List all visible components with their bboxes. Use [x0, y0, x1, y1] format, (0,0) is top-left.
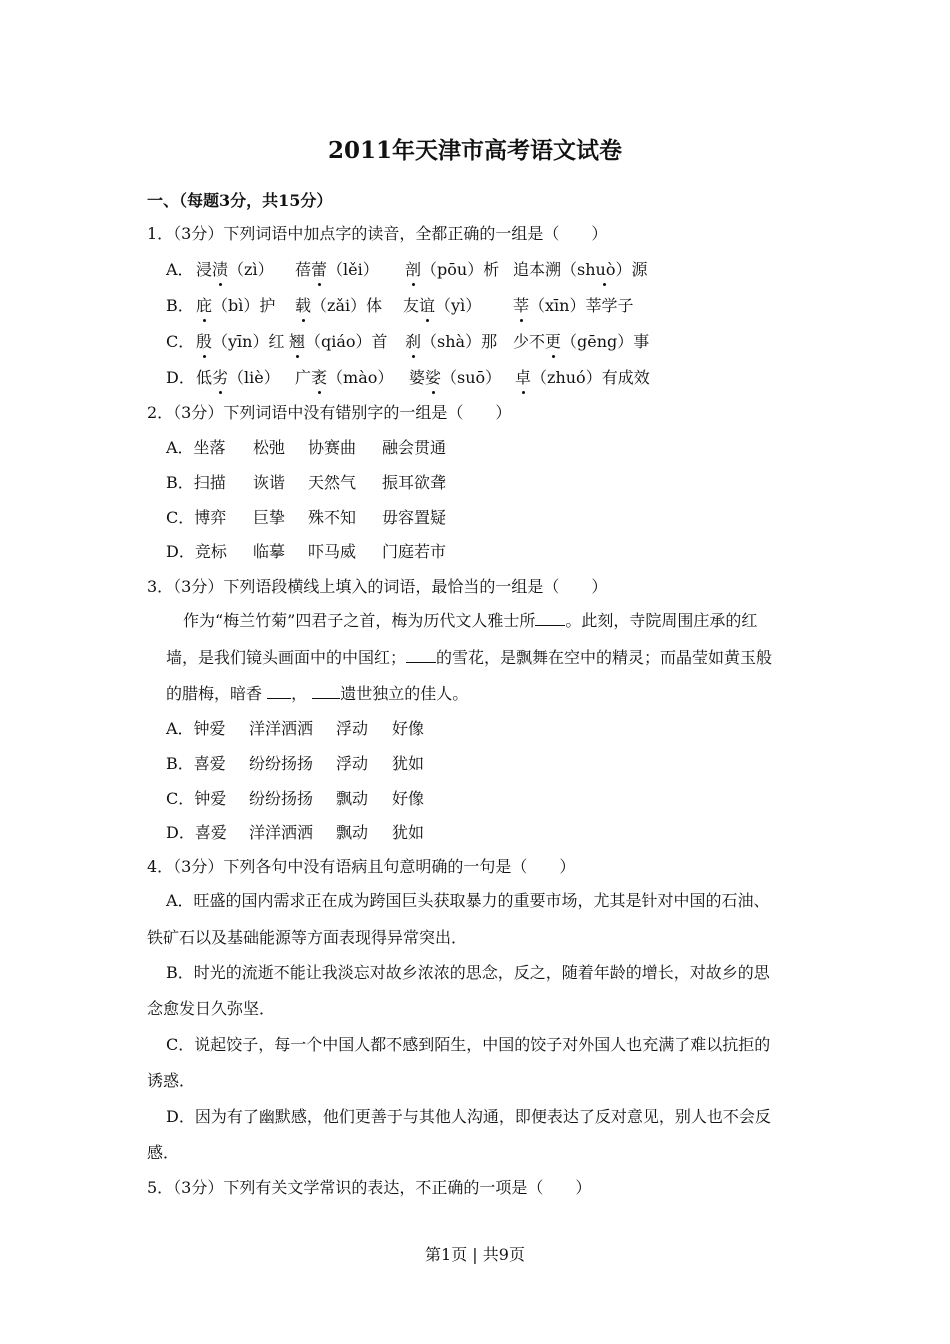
option-text: （qiáo）首 — [305, 332, 388, 351]
question-3-option-c — [166, 788, 566, 810]
dotted-char: 殷 — [196, 332, 213, 351]
option-text: 洋洋洒洒 — [249, 823, 314, 842]
option-text: 融会贯通 — [382, 438, 447, 457]
option-word — [289, 331, 388, 353]
question-2-option-d — [166, 541, 566, 563]
option-text: C．钟爱 — [166, 789, 227, 808]
dotted-char: 庇 — [196, 296, 213, 315]
passage-line-1 — [183, 610, 757, 632]
page-footer: 第1页 | 共9页 — [425, 1245, 525, 1264]
option-text: 洋洋洒洒 — [249, 719, 314, 738]
passage-text: 遗世独立的佳人。 — [340, 684, 469, 703]
passage-text: 作为“梅兰竹菊”四君子之首，梅为历代文人雅士所 — [183, 611, 536, 630]
option-word — [196, 331, 284, 353]
option-text: D．喜爱 — [166, 823, 227, 842]
option-word — [405, 259, 499, 281]
question-2-option-a — [166, 437, 566, 459]
fill-blank — [312, 698, 340, 699]
question-3-stem: 3．（3分）下列语段横线上填入的词语，最恰当的一组是（ ） — [147, 577, 608, 596]
passage-line-2 — [166, 647, 772, 669]
option-text: （liè） — [228, 368, 280, 387]
dotted-char: 渍 — [212, 260, 229, 279]
passage-line-3 — [166, 683, 468, 705]
option-key: A． — [166, 260, 194, 279]
option-text: 诙谐 — [253, 473, 286, 492]
option-text: 低 — [196, 368, 213, 387]
option-text: （gēng）事 — [561, 332, 650, 351]
option-text: 门庭若市 — [382, 542, 447, 561]
option-text: 巨挚 — [253, 508, 286, 527]
option-word — [515, 367, 650, 389]
dotted-char: 袤 — [311, 368, 328, 387]
option-text: 少不 — [513, 332, 546, 351]
question-4-option-a-line-2: 铁矿石以及基础能源等方面表现得异常突出． — [147, 928, 468, 947]
option-text: 毋容置疑 — [382, 508, 447, 527]
option-text: （shà）那 — [421, 332, 498, 351]
dotted-char: （shuò）源 — [561, 260, 648, 279]
question-1-stem: 1．（3分）下列词语中加点字的读音，全都正确的一组是（ ） — [147, 224, 608, 243]
question-4-option-d-line-2: 感． — [147, 1143, 180, 1162]
option-text: 浸 — [196, 260, 213, 279]
option-text: （yì） — [435, 296, 482, 315]
option-word — [295, 367, 393, 389]
option-text: （yīn）红 — [212, 332, 285, 351]
option-text: 犹如 — [392, 823, 425, 842]
question-5-stem: 5．（3分）下列有关文学常识的表达，不正确的一项是（ ） — [147, 1178, 592, 1197]
option-text: 友 — [403, 296, 420, 315]
option-text: B．扫描 — [166, 473, 226, 492]
question-4-option-a-line-1: A．旺盛的国内需求正在成为跨国巨头获取暴力的重要市场，尤其是针对中国的石油、 — [166, 891, 770, 910]
question-4-stem: 4．（3分）下列各句中没有语病且句意明确的一句是（ ） — [147, 857, 576, 876]
option-text: （bì）护 — [212, 296, 276, 315]
option-text: （suō） — [441, 368, 502, 387]
option-word — [513, 295, 633, 317]
dotted-char: 谊 — [419, 296, 436, 315]
option-text: 飘动 — [336, 789, 369, 808]
option-word — [409, 367, 501, 389]
option-text: 好像 — [392, 719, 425, 738]
option-text: 协赛曲 — [308, 438, 357, 457]
question-4-option-b-line-1: B．时光的流逝不能让我淡忘对故乡浓浓的思念，反之，随着年龄的增长，对故乡的思 — [166, 963, 770, 982]
option-text: 蓓 — [295, 260, 312, 279]
passage-text: ， — [291, 684, 308, 703]
option-word — [295, 259, 379, 281]
fill-blank — [535, 625, 565, 626]
option-text: 临摹 — [253, 542, 286, 561]
option-text: A．坐落 — [166, 438, 226, 457]
option-word — [196, 295, 275, 317]
option-text: 广 — [295, 368, 312, 387]
option-text: 犹如 — [392, 754, 425, 773]
option-text: A．钟爱 — [166, 719, 226, 738]
option-key: D． — [166, 368, 195, 387]
passage-text: 。此刻，寺院周围庄承的红 — [565, 611, 758, 630]
question-1-option-d — [166, 367, 686, 389]
option-text: B．喜爱 — [166, 754, 226, 773]
dotted-char: 刹 — [405, 332, 422, 351]
fill-blank — [267, 698, 291, 699]
question-3-option-d — [166, 822, 566, 844]
option-text: （zhuó）有成效 — [531, 368, 650, 387]
option-text: D．竞标 — [166, 542, 227, 561]
passage-text: 的腊梅，暗香 — [166, 684, 263, 703]
option-word — [196, 367, 280, 389]
option-text: 飘动 — [336, 823, 369, 842]
option-word — [405, 331, 497, 353]
page-title: 2011年天津市高考语文试卷 — [327, 137, 622, 164]
option-word — [403, 295, 481, 317]
option-text: （xīn）莘学子 — [529, 296, 634, 315]
option-text: 吓马威 — [308, 542, 357, 561]
question-1-option-a — [166, 259, 686, 281]
option-text: 追本溯 — [513, 260, 562, 279]
option-word — [196, 259, 274, 281]
dotted-char: 载 — [295, 296, 312, 315]
question-4-option-d-line-1: D．因为有了幽默感，他们更善于与其他人沟通，即便表达了反对意见，别人也不会反 — [166, 1107, 771, 1126]
option-text: 浮动 — [336, 719, 369, 738]
question-4-option-b-line-2: 念愈发日久弥坚． — [147, 999, 276, 1018]
dotted-char: 劣 — [212, 368, 229, 387]
dotted-char: 翘 — [289, 332, 306, 351]
option-text: 好像 — [392, 789, 425, 808]
question-1-option-c — [166, 331, 686, 353]
question-1-option-b — [166, 295, 686, 317]
option-text: 纷纷扬扬 — [249, 754, 314, 773]
option-text: 浮动 — [336, 754, 369, 773]
option-text: （zì） — [228, 260, 274, 279]
option-text: C．博弈 — [166, 508, 227, 527]
fill-blank — [406, 662, 436, 663]
option-text: 振耳欲聋 — [382, 473, 447, 492]
option-text: 殊不知 — [308, 508, 357, 527]
option-text: 婆 — [409, 368, 426, 387]
option-text: 松弛 — [253, 438, 286, 457]
section-heading: 一、（每题3分，共15分） — [147, 191, 333, 210]
option-text: 纷纷扬扬 — [249, 789, 314, 808]
dotted-char: 更 — [545, 332, 562, 351]
passage-text: 的雪花，是飘舞在空中的精灵；而晶莹如黄玉般 — [436, 648, 773, 667]
option-word — [513, 259, 647, 281]
passage-text: 墙，是我们镜头画面中的中国红； — [166, 648, 407, 667]
question-4-option-c-line-2: 诱惑． — [147, 1071, 196, 1090]
dotted-char: 蕾 — [311, 260, 328, 279]
dotted-char: 卓 — [515, 368, 532, 387]
dotted-char: 剖 — [405, 260, 422, 279]
option-text: （zǎi）体 — [311, 296, 383, 315]
option-key: B． — [166, 296, 194, 315]
option-text: （mào） — [327, 368, 394, 387]
question-3-option-a — [166, 718, 566, 740]
question-3-option-b — [166, 753, 566, 775]
question-2-stem: 2．（3分）下列词语中没有错别字的一组是（ ） — [147, 403, 512, 422]
question-2-option-c — [166, 507, 566, 529]
option-text: 天然气 — [308, 473, 357, 492]
dotted-char: 娑 — [425, 368, 442, 387]
option-word — [295, 295, 382, 317]
question-2-option-b — [166, 472, 566, 494]
option-key: C． — [166, 332, 195, 351]
option-text: （pōu）析 — [421, 260, 500, 279]
option-text: （lěi） — [327, 260, 379, 279]
question-4-option-c-line-1: C．说起饺子，每一个中国人都不感到陌生，中国的饺子对外国人也充满了难以抗拒的 — [166, 1035, 771, 1054]
option-word — [513, 331, 649, 353]
dotted-char: 莘 — [513, 296, 530, 315]
